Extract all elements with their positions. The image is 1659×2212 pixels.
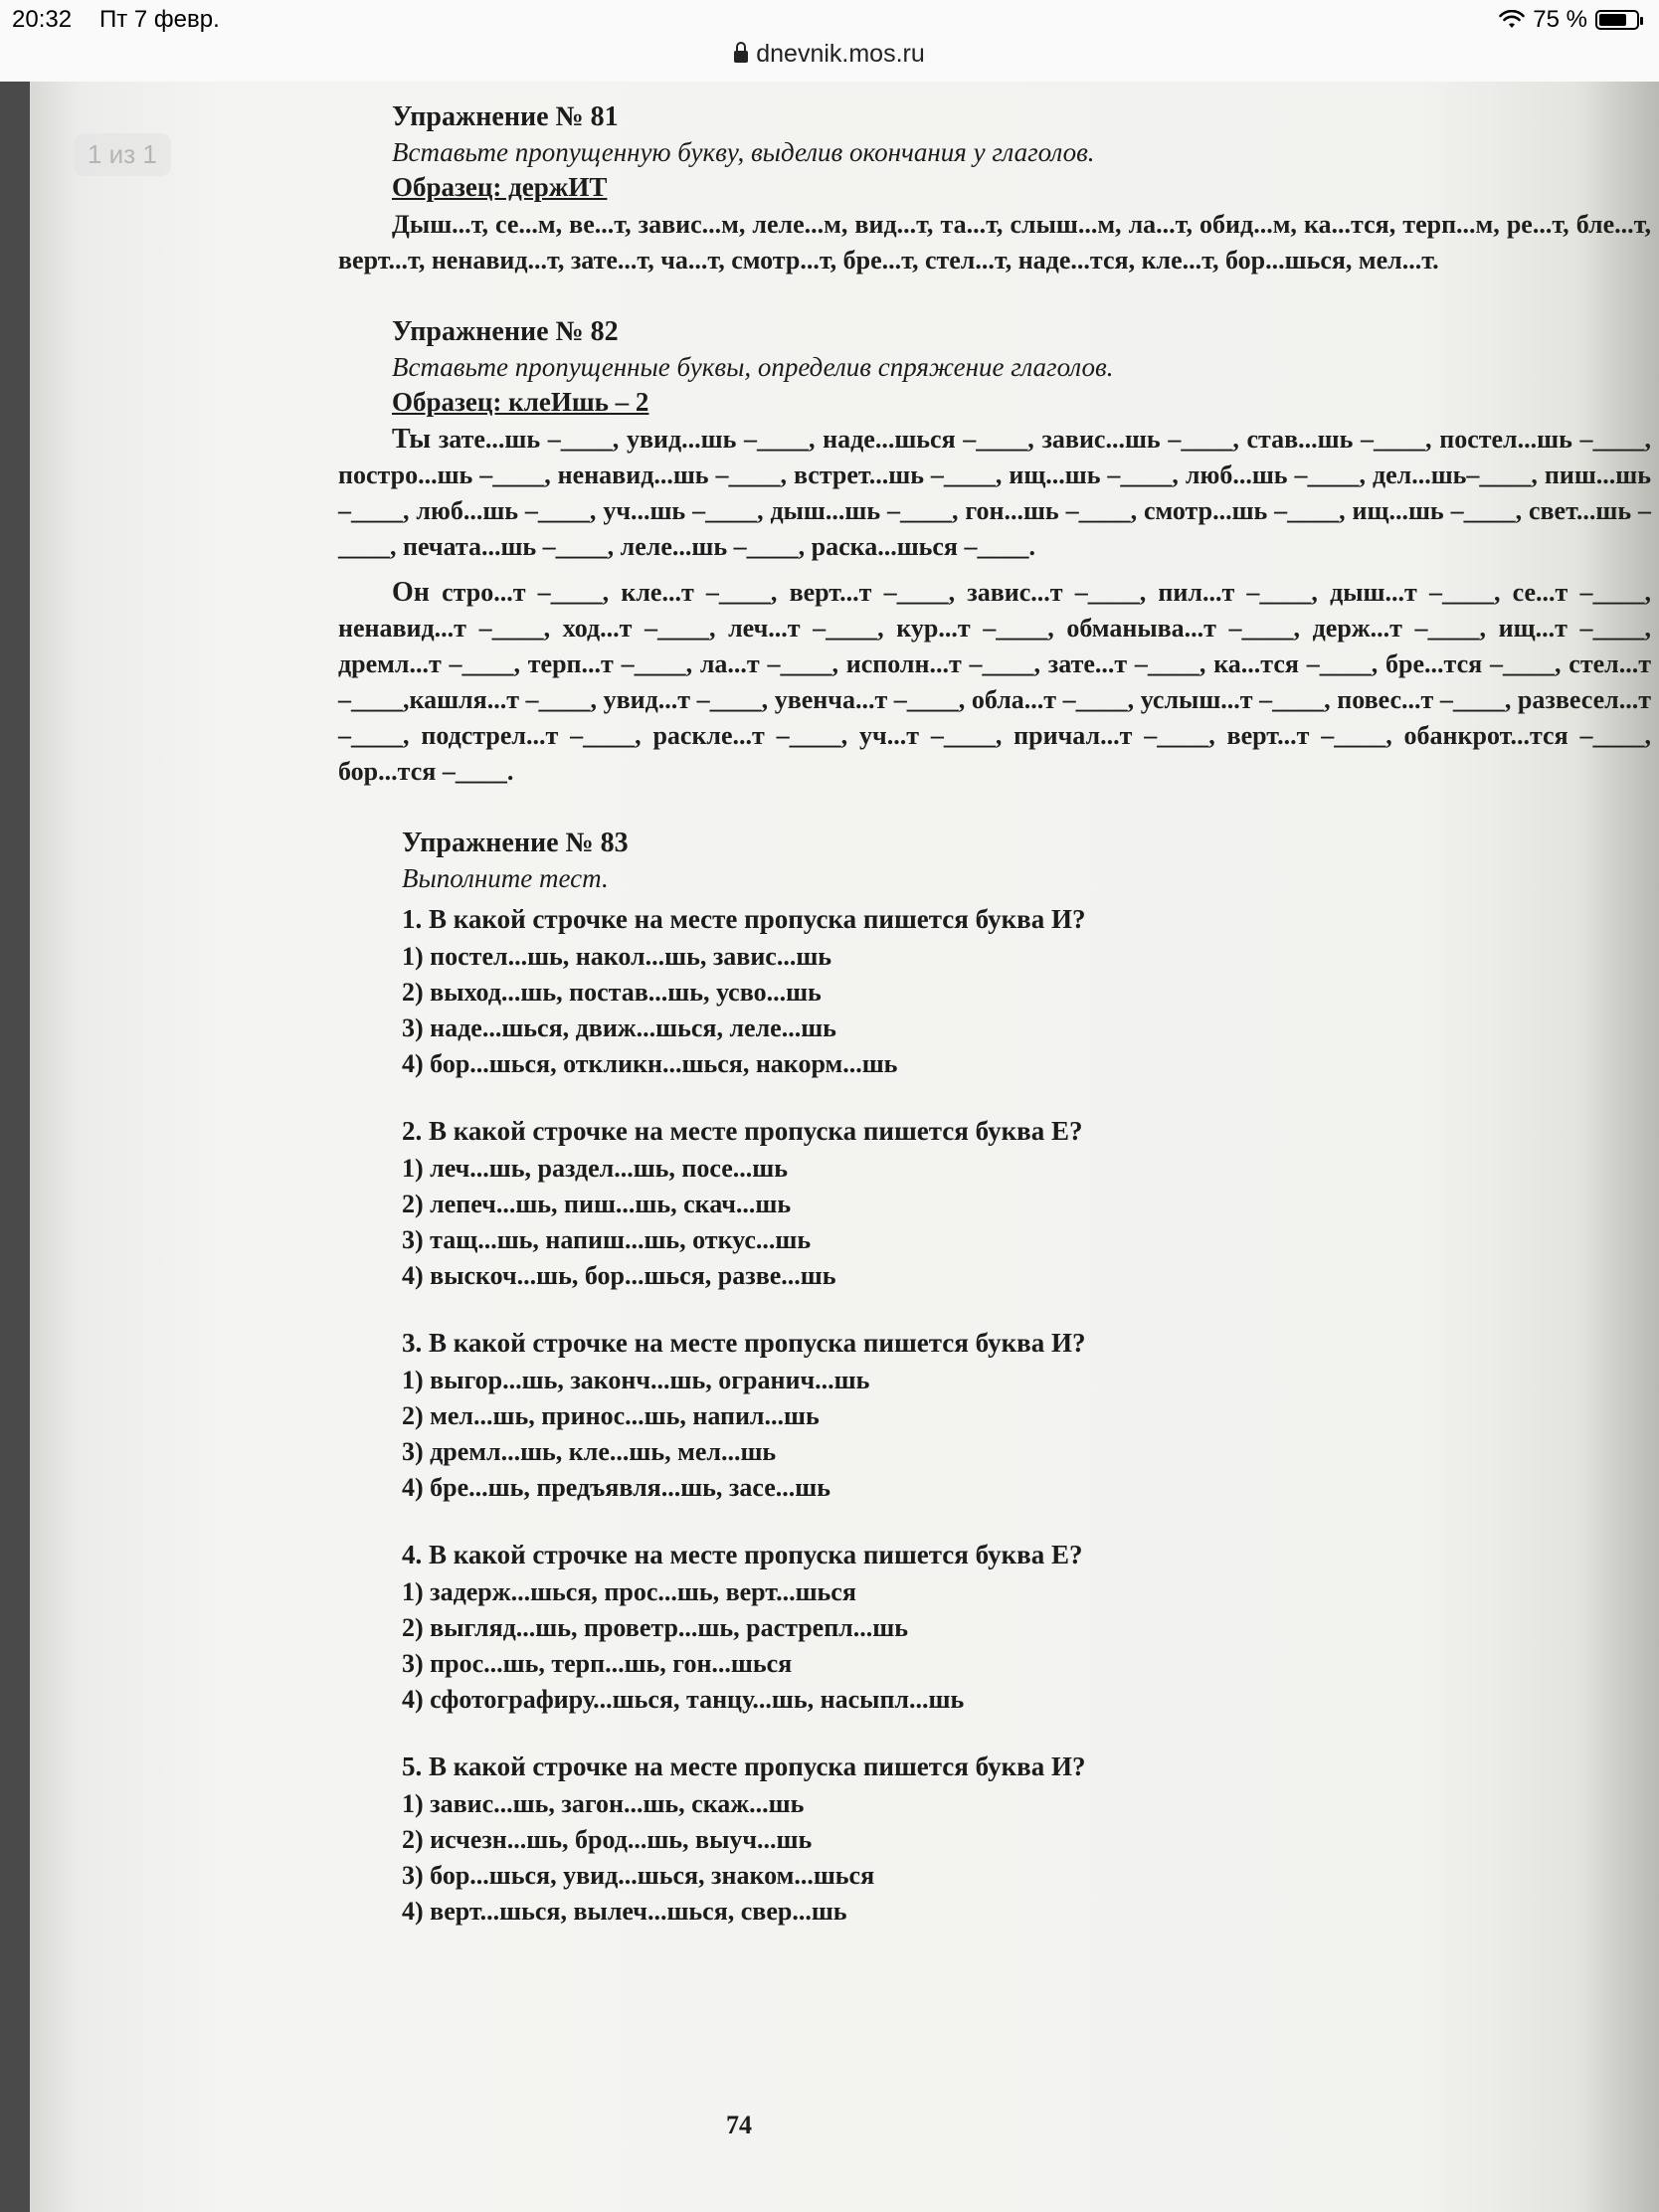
answer-option: 4) бре...шь, предъявля...шь, засе...шь [402, 1473, 830, 1502]
answer-option: 4) выскоч...шь, бор...шься, разве...шь [402, 1261, 836, 1290]
test-question [402, 1751, 1651, 1930]
question-text: 2. В какой строчке на месте пропуска пишется буква Е? [402, 1116, 1083, 1146]
document-viewer[interactable] [0, 82, 1659, 2212]
answer-option: 1) задерж...шься, прос...шь, верт...шься [402, 1577, 856, 1606]
answer-option: 3) бор...шься, увид...шься, знаком...шься [402, 1861, 875, 1890]
answer-option: 1) леч...шь, раздел...шь, посе...шь [402, 1154, 788, 1183]
test-question [402, 904, 1651, 1082]
textbook-page [338, 101, 1651, 1963]
answer-option: 1) завис...шь, загон...шь, скаж...шь [402, 1789, 805, 1818]
exercise-paragraph [338, 575, 1651, 790]
question-text: 3. В какой строчке на месте пропуска пишется буква И? [402, 1328, 1086, 1358]
paragraph-body: зате...шь –____, увид...шь –____, наде...шься –____, завис...шь –____, став...шь –____, постел...шь –____, постро...шь –____, ненавид...шь –____, встрет...шь –____, ищ...шь –____, люб...шь –____, дел...шь–____, пиш...шь –____, люб...шь –____, уч...шь –____, дыш...шь –____, гон...шь –____, смотр...шь –____, ищ...шь –____, свет...шь –____, печата...шь –____, леле...шь –____, раска...шься –____. [338, 425, 1651, 561]
test-question [402, 1116, 1651, 1294]
paragraph-lead: Он [392, 577, 430, 608]
scanned-page-photo [30, 82, 1659, 2212]
answer-option: 4) верт...шься, вылеч...шься, свер...шь [402, 1897, 847, 1926]
answer-option: 3) прос...шь, терп...шь, гон...шься [402, 1649, 793, 1678]
answer-option: 4) сфотографиру...шься, танцу...шь, насыпл...шь [402, 1685, 965, 1714]
answer-option: 1) постел...шь, накол...шь, завис...шь [402, 942, 832, 971]
answer-option: 2) выход...шь, постав...шь, усво...шь [402, 978, 822, 1007]
exercise-title: Упражнение № 82 [392, 316, 619, 347]
answer-option: 4) бор...шься, откликн...шься, накорм...шь [402, 1049, 898, 1078]
answer-option: 2) выгляд...шь, проветр...шь, растрепл...шь [402, 1613, 908, 1642]
exercise-82 [338, 316, 1651, 790]
exercise-text [338, 207, 1651, 278]
answer-option: 2) мел...шь, принос...шь, напил...шь [402, 1401, 820, 1430]
answer-option: 3) тащ...шь, напиш...шь, откус...шь [402, 1225, 812, 1254]
answer-option: 1) выгор...шь, законч...шь, огранич...шь [402, 1366, 870, 1394]
exercise-title: Упражнение № 81 [392, 101, 619, 132]
exercise-instruction: Вставьте пропущенные буквы, определив спряжение глаголов. [392, 352, 1114, 382]
address-bar[interactable] [0, 40, 1659, 83]
wifi-icon [1499, 10, 1525, 30]
page-indicator: 1 из 1 [74, 133, 171, 176]
test-questions [338, 904, 1651, 1930]
paragraph-body: стро...т –____, кле...т –____, верт...т –____, завис...т –____, пил...т –____, дыш...т –____, се...т –____, ненавид...т –____, ход...т –____, леч...т –____, кур...т –____, обманыва...т –____, держ...т –____, ищ...т –____, дремл...т –____, терп...т –____, ла...т –____, исполн...т –____, зате...т –____, ка...тся –____, бре...тся –____, стел...т –____,кашля...т –____, увид...т –____, увенча...т –____, обла...т –____, услыш...т –____, повес...т –____, развесел...т –____, подстрел...т –____, раскле...т –____, уч...т –____, причал...т –____, верт...т –____, обанкрот...тся –____, бор...тся –____. [338, 578, 1652, 786]
question-text: 4. В какой строчке на месте пропуска пишется буква Е? [402, 1540, 1083, 1569]
answer-option: 2) исчезн...шь, брод...шь, выуч...шь [402, 1825, 813, 1854]
exercise-body: Дыш...т, се...м, ве...т, завис...м, леле...м, вид...т, та...т, слыш...м, ла...т, обид...м, ка...тся, терп...м, ре...т, бле...т, верт...т, ненавид...т, зате...т, ча...т, смотр...т, бре...т, стел...т, наде...тся, кле...т, бор...шься, мел...т. [338, 210, 1651, 275]
test-question [402, 1328, 1651, 1506]
answer-option: 3) наде...шься, движ...шься, леле...шь [402, 1014, 836, 1042]
paragraph-lead: Ты [392, 424, 432, 455]
battery-percent: 75 % [1533, 6, 1587, 33]
battery-icon [1595, 10, 1639, 30]
answer-option: 2) лепеч...шь, пиш...шь, скач...шь [402, 1190, 792, 1218]
battery-fill [1599, 14, 1626, 26]
url-display[interactable] [0, 40, 1659, 69]
lock-icon [734, 51, 748, 63]
answer-option: 3) дремл...шь, кле...шь, мел...шь [402, 1437, 777, 1466]
status-bar [0, 0, 1659, 40]
page-number: 74 [726, 2111, 752, 2139]
question-text: 1. В какой строчке на месте пропуска пишется буква И? [402, 904, 1086, 934]
exercise-title: Упражнение № 83 [402, 828, 629, 858]
exercise-sample: Образец: клеИшь – 2 [392, 387, 649, 417]
url-text: dnevnik.mos.ru [756, 40, 925, 68]
exercise-sample: Образец: держИТ [392, 172, 608, 202]
status-time: 20:32 [12, 6, 73, 33]
question-text: 5. В какой строчке на месте пропуска пишется буква И? [402, 1751, 1086, 1781]
test-question [402, 1540, 1651, 1718]
status-date: Пт 7 февр. [99, 6, 220, 33]
status-right [1499, 6, 1639, 34]
exercise-81 [338, 101, 1651, 278]
exercise-instruction: Вставьте пропущенную букву, выделив окончания у глаголов. [392, 137, 1095, 167]
exercise-paragraph [338, 422, 1651, 565]
exercise-instruction: Выполните тест. [402, 863, 609, 893]
exercise-83 [338, 828, 1651, 1930]
